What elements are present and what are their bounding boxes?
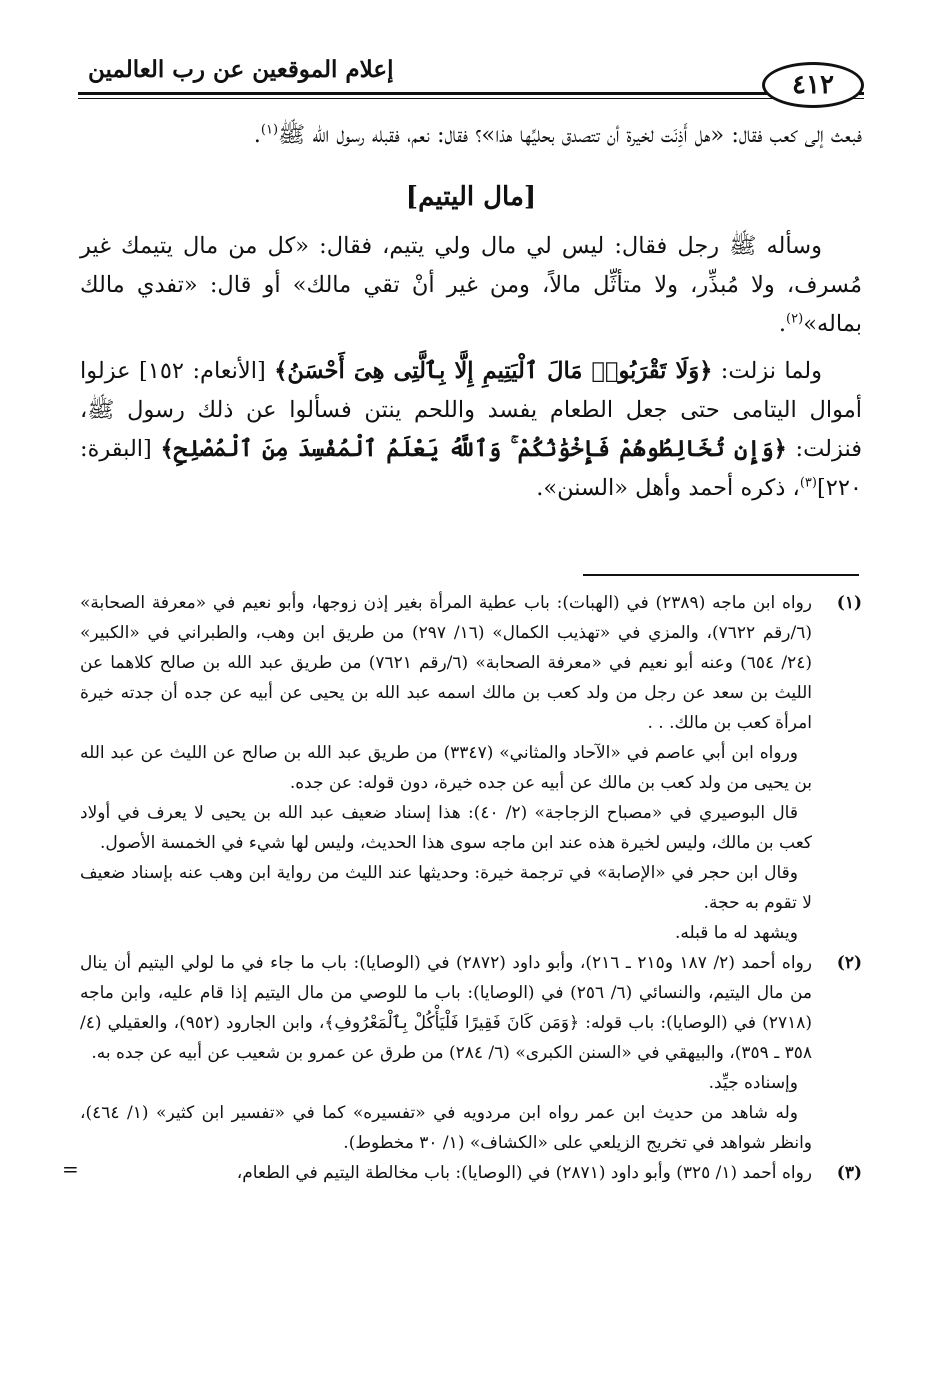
paragraph-2-text: وسأله ﷺ رجل فقال: ليس لي مال ولي يتيم، فقال: «كل من مال يتيمك غير مُسرف، ولا مُبذِّر، ولا متأثِّل مالاً، ومن غير أنْ تقي مالك» أو قال: «تفدي مالك بماله»	[80, 233, 862, 337]
paragraph-3-intro: ولما نزلت:	[712, 358, 822, 384]
footnote-paragraph: رواه أحمد (١/ ٣٢٥) وأبو داود (٢٨٧١) في (الوصايا): باب مخالطة اليتيم في الطعام،	[236, 1163, 812, 1183]
footnote-separator	[583, 574, 859, 576]
footnote-1	[80, 588, 862, 948]
paragraph-3-middle: [الأنعام: ١٥٢] عزلوا أموال اليتامى حتى جعل الطعام يفسد واللحم ينتن فسألوا عن ذلك رسول ﷺ، فنزلت:	[80, 358, 862, 462]
continuation-mark: =	[62, 1157, 79, 1181]
footnote-paragraph: رواه أحمد (٢/ ١٨٧ و٢١٥ ـ ٢١٦)، وأبو داود (٢٨٧٢) في (الوصايا): باب ما جاء في ما لولي اليتيم أن ينال من مال اليتيم، والنسائي (٦/ ٢٥٦) في (الوصايا): باب ما للوصي من مال اليتيم إذا قام عليه، وابن ماجه (٢٧١٨) في (الوصايا): باب قوله: ﴿وَمَن كَانَ فَقِيرًا فَلْيَأْكُلْ بِٱلْمَعْرُوفِ﴾، وابن الجارود (٩٥٢)، والعقيلي (٤/ ٣٥٨ ـ ٣٥٩)، والبيهقي في «السنن الكبرى» (٦/ ٢٨٤) من طرق عن عمرو بن شعيب عن أبيه عن جده به.	[80, 953, 812, 1063]
paragraph-2-end: .	[778, 311, 787, 337]
footnote-paragraph: وله شاهد من حديث ابن عمر رواه ابن مردويه في «تفسيره» كما في «تفسير ابن كثير» (١/ ٤٦٤)، وانظر شواهد في تخريج الزيلعي على «الكشاف» (١/ ٣٠ مخطوط).	[80, 1103, 812, 1153]
footnote-paragraph: وقال ابن حجر في «الإصابة» في ترجمة خيرة: وحديثها عند الليث من رواية ابن وهب عنه بإسناد ضعيف لا تقوم به حجة.	[80, 863, 812, 913]
paragraph-3-citation: [البقرة: ٢٢٠]	[80, 436, 862, 501]
paragraph-1	[80, 116, 862, 155]
footnote-2	[80, 948, 862, 1158]
paragraph-3	[80, 352, 862, 508]
paragraph-1-text: فبعث إلى كعب فقال: «هل أَذِنَت لخيرة أن تتصدق بحليِّها هذا»؟ فقال: نعم، فقبله رسول الله ﷺ	[278, 122, 862, 148]
footnote-paragraph: رواه ابن ماجه (٢٣٨٩) في (الهبات): باب عطية المرأة بغير إذن زوجها، وأبو نعيم في «معرفة الصحابة» (٦/رقم ٧٦٢٢)، والمزي في «تهذيب الكمال» (١٦/ ٢٩٧) من طريق ابن وهب، والطبراني في «الكبير» (٢٤/ ٦٥٤) وعنه أبو نعيم في «معرفة الصحابة» (٦/رقم ٧٦٢١) من طريق عبد الله بن صالح كلاهما عن الليث بن سعد عن رجل من ولد كعب بن مالك اسمه عبد الله بن يحيى عن أبيه عن جده أن جدته خيرة امرأة كعب بن مالك. . .	[80, 593, 813, 733]
footnote-paragraph: وإسناده جيِّد.	[708, 1073, 798, 1093]
page-header	[78, 40, 864, 102]
paragraph-1-end: .	[253, 122, 261, 148]
header-rule	[78, 92, 864, 95]
section-heading: [مال اليتيم]	[405, 182, 537, 212]
page-number: ٤١٢	[762, 62, 864, 108]
main-text	[80, 116, 862, 508]
paragraph-gap	[80, 344, 862, 352]
footnotes	[62, 588, 862, 1188]
quran-verse-1: ﴿وَلَا تَقْرَبُوا۟ مَالَ ٱلْيَتِيمِ إِلَّا بِٱلَّتِى هِىَ أَحْسَنُ﴾	[274, 358, 713, 384]
footnote-paragraph: قال البوصيري في «مصباح الزجاجة» (٢/ ٤٠): هذا إسناد ضعيف عبد الله بن يحيى لا يعرف في أولاد كعب بن مالك، وليس لخيرة هذه عند ابن ماجه سوى هذا الحديث، وليس لها شيء في الخمسة الأصول.	[80, 803, 812, 853]
quran-verse-2: ﴿وَإِن تُخَالِطُوهُمْ فَإِخْوَٰنُكُمْ ۚ وَٱللَّهُ يَعْلَمُ ٱلْمُفْسِدَ مِنَ ٱلْمُصْلِحِ﴾	[160, 436, 787, 462]
paragraph-3-end: ، ذكره أحمد وأهل «السنن».	[536, 475, 800, 501]
footnote-number: (٣)	[836, 1163, 862, 1183]
footnote-paragraph: ورواه ابن أبي عاصم في «الآحاد والمثاني» (٣٣٤٧) من طريق عبد الله بن صالح عن الليث عن عبد الله بن يحيى من ولد كعب بن مالك عن أبيه عن جده خيرة، دون قوله: عن جده.	[80, 743, 812, 793]
footnote-ref-1[interactable]: (١)	[260, 122, 279, 138]
footnote-number: (١)	[836, 593, 862, 613]
footnote-ref-2[interactable]: (٢)	[786, 311, 804, 327]
footnote-ref-3[interactable]: (٣)	[799, 475, 817, 491]
paragraph-2	[80, 227, 862, 344]
running-title: إعلام الموقعين عن رب العالمين	[88, 56, 394, 83]
header-rule-thin	[78, 98, 864, 99]
footnote-number: (٢)	[836, 953, 862, 973]
footnote-paragraph: ويشهد له ما قبله.	[674, 923, 798, 943]
footnote-3	[62, 1157, 862, 1188]
